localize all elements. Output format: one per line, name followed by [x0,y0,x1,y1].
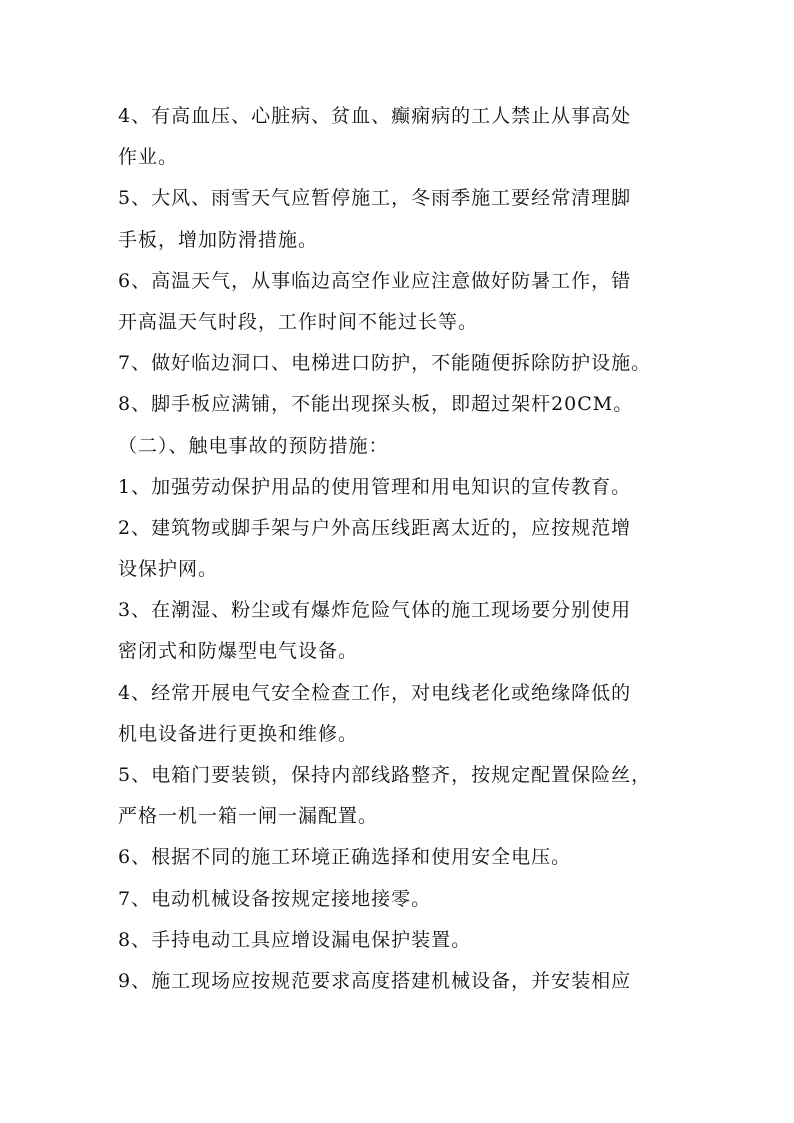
section-heading: （二）、触电事故的预防措施： [118,434,389,457]
body-line: 开高温天气时段，工作时间不能过长等。 [118,310,479,333]
body-line: 3、在潮湿、粉尘或有爆炸危险气体的施工现场要分别使用 [118,599,632,622]
body-line: 6、根据不同的施工环境正确选择和使用安全电压。 [118,846,572,869]
body-line: 手板，增加防滑措施。 [118,228,319,251]
body-line: 7、做好临边洞口、电梯进口防护，不能随便拆除防护设施。 [118,352,652,375]
body-line: 密闭式和防爆型电气设备。 [118,640,359,663]
body-line: 机电设备进行更换和维修。 [118,722,359,745]
body-line: 9、施工现场应按规范要求高度搭建机械设备，并安装相应 [118,969,632,992]
body-line: 5、大风、雨雪天气应暂停施工，冬雨季施工要经常清理脚 [118,187,632,210]
body-line: 1、加强劳动保护用品的使用管理和用电知识的宣传教育。 [118,475,632,498]
body-line: 7、电动机械设备按规定接地接零。 [118,887,432,910]
document-body [118,96,682,1002]
body-line: 4、经常开展电气安全检查工作，对电线老化或绝缘降低的 [118,681,632,704]
body-line: 8、手持电动工具应增设漏电保护装置。 [118,928,472,951]
body-line: 作业。 [118,146,179,169]
body-line: 4、有高血压、心脏病、贫血、癫痫病的工人禁止从事高处 [118,105,632,127]
body-line: 5、电箱门要装锁，保持内部线路整齐，按规定配置保险丝， [118,764,652,786]
body-line: 2、建筑物或脚手架与户外高压线距离太近的，应按规范增 [118,516,632,539]
body-line: 设保护网。 [118,558,219,581]
body-line: 8、脚手板应满铺，不能出现探头板，即超过架杆20CM。 [118,393,634,416]
body-line: 6、高温天气，从事临边高空作业应注意做好防暑工作，错 [118,269,632,292]
body-line: 严格一机一箱一闸一漏配置。 [118,805,379,828]
